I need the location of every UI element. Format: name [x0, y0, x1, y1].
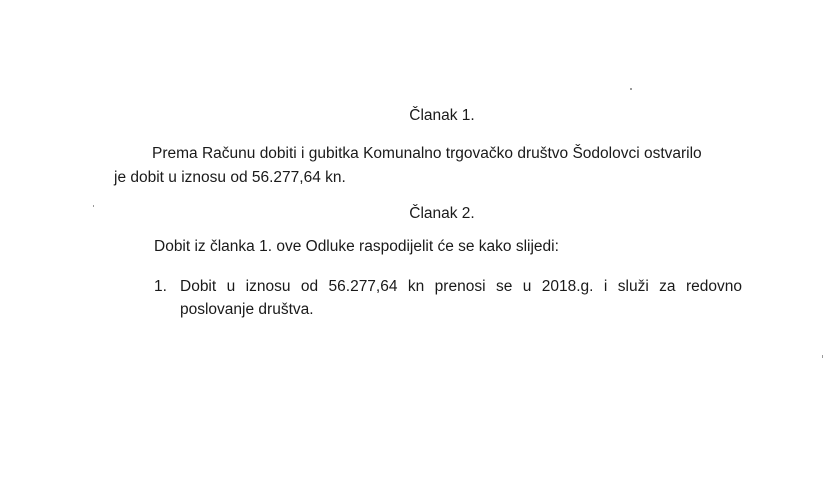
- list-item-line-1: Dobit u iznosu od 56.277,64 kn prenosi se u 2018.g. i služi za redovno: [180, 278, 742, 295]
- article-2-heading: Članak 2.: [409, 205, 475, 222]
- scan-speck: [93, 205, 94, 207]
- scan-speck: [822, 355, 823, 358]
- article-1-paragraph-line-1: Prema Računu dobiti i gubitka Komunalno trgovačko društvo Šodolovci ostvarilo: [152, 145, 702, 162]
- list-item-number: 1.: [154, 278, 167, 295]
- article-1-heading: Članak 1.: [409, 107, 475, 124]
- scan-speck: [630, 88, 632, 90]
- article-2-intro: Dobit iz članka 1. ove Odluke raspodijelit će se kako slijedi:: [154, 238, 559, 255]
- article-1-paragraph-line-2: je dobit u iznosu od 56.277,64 kn.: [114, 169, 346, 186]
- list-item-line-2: poslovanje društva.: [180, 301, 314, 318]
